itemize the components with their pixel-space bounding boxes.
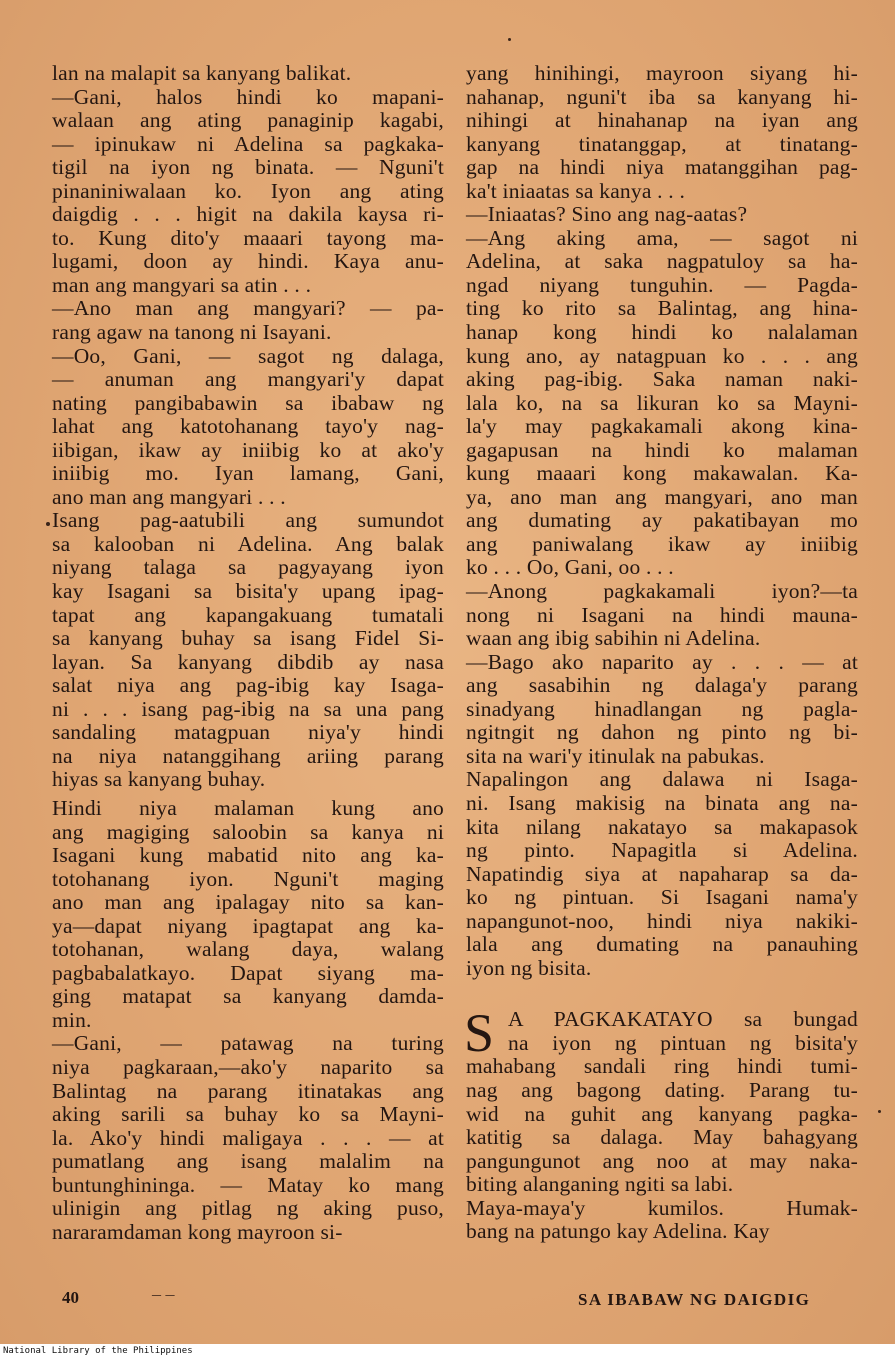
- text-line: ko . . . Oo, Gani, oo . . .: [466, 555, 674, 580]
- text-line: ang magiging saloobin sa kanya ni: [52, 819, 444, 844]
- text-line: ging matapat sa kanyang damda-: [52, 984, 444, 1009]
- left-text-column: [52, 62, 444, 1244]
- text-line: bang na patungo kay Adelina. Kay: [466, 1219, 770, 1244]
- text-line: la'y may pagkakamali akong kina-: [466, 414, 858, 439]
- text-line: ko ng pintuan. Si Isagani nama'y: [466, 885, 858, 910]
- text-line: nating pangibabawin sa ibabaw ng: [52, 390, 444, 415]
- text-line: hanap kong hindi ko nalalaman: [466, 320, 858, 345]
- text-line: —Ano man ang mangyari? — pa-: [52, 296, 444, 321]
- text-line: sinadyang hinadlangan ng pagla-: [466, 696, 858, 721]
- text-line: iniibig mo. Iyan lamang, Gani,: [52, 461, 444, 486]
- text-line: pumatlang ang isang malalim na: [52, 1149, 444, 1174]
- footer-dash: – ‒: [152, 1284, 175, 1304]
- text-line: ang paniwalang ikaw ay iniibig: [466, 531, 858, 556]
- text-line: napangunot-noo, hindi niya nakiki-: [466, 908, 858, 933]
- text-line: totohanang iyon. Nguni't maging: [52, 866, 444, 891]
- text-line: ngad niyang tunguhin. — Pagda-: [466, 272, 858, 297]
- text-line: sa kanyang buhay sa isang Fidel Si-: [52, 626, 444, 651]
- text-line: yang hinihingi, mayroon siyang hi-: [466, 61, 858, 85]
- text-line: daigdig . . . higit na dakila kaysa ri-: [52, 202, 444, 227]
- text-line: pangungunot ang noo at may naka-: [466, 1148, 858, 1173]
- drop-cap-letter: S: [464, 1003, 495, 1064]
- text-line: ni . . . isang pag-ibig na sa una pang: [52, 696, 444, 721]
- text-line: na niya natanggihang ariing parang: [52, 743, 444, 768]
- right-text-column: [466, 62, 858, 1244]
- text-line: gagapusan na hindi ko malaman: [466, 437, 858, 462]
- text-line: kung ano, ay natagpuan ko . . . ang: [466, 343, 858, 368]
- text-line: biting alanganing ngiti sa labi.: [466, 1172, 734, 1197]
- text-line: Napatindig siya at napaharap sa da-: [466, 861, 858, 886]
- text-line: nahanap, nguni't iba sa kanyang hi-: [466, 84, 858, 109]
- right-column-body: [466, 62, 858, 980]
- text-line: —Bago ako naparito ay . . . — at: [466, 649, 858, 674]
- section-opening: [464, 1003, 858, 1064]
- text-line: buntunghininga. — Matay ko mang: [52, 1172, 444, 1197]
- text-line: la. Ako'y hindi maligaya . . . — at: [52, 1125, 444, 1150]
- running-head: SA IBABAW NG DAIGDIG: [578, 1290, 811, 1309]
- page-number: 40: [62, 1288, 79, 1307]
- text-line: —Anong pagkakamali iyon?—ta: [466, 579, 858, 604]
- text-line: nihingi at hinahanap na iyan ang: [466, 108, 858, 133]
- text-line: walaan ang ating panaginip kagabi,: [52, 108, 444, 133]
- text-line: Balintag na parang itinatakas ang: [52, 1078, 444, 1103]
- text-line: gap na hindi niya matanggihan pag-: [466, 155, 858, 180]
- text-line: niya pagkaraan,—ako'y naparito sa: [52, 1054, 444, 1079]
- section-body: [466, 1055, 858, 1243]
- text-line: ni. Isang makisig na binata ang na-: [466, 790, 858, 815]
- text-line: ya, ano man ang mangyari, ano man: [466, 484, 858, 509]
- text-line: Adelina, at saka nagpatuloy sa ha-: [466, 249, 858, 274]
- text-line: nag ang bagong dating. Parang tu-: [466, 1077, 858, 1102]
- text-line: to. Kung dito'y maaari tayong ma-: [52, 225, 444, 250]
- text-line: sita na wari'y itinulak na pabukas.: [466, 743, 765, 768]
- text-line: layan. Sa kanyang dibdib ay nasa: [52, 649, 444, 674]
- text-line: kung maaari kong makawalan. Ka-: [466, 461, 858, 486]
- text-line: mahabang sandali ring hindi tumi-: [466, 1054, 858, 1079]
- text-line: Hindi niya malaman kung ano: [52, 795, 444, 820]
- text-line: totohanan, walang daya, walang: [52, 937, 444, 962]
- text-line: ang dumating ay pakatibayan mo: [466, 508, 858, 533]
- library-credit: National Library of the Philippines: [3, 1346, 193, 1356]
- text-line: lala ang dumating na panauhing: [466, 932, 858, 957]
- text-line: iibigan, ikaw ay iniibig ko at ako'y: [52, 437, 444, 462]
- text-line: aking sarili sa buhay ko sa Mayni-: [52, 1102, 444, 1127]
- text-line: kanyang tinatanggap, at tinatang-: [466, 131, 858, 156]
- text-line: ya—dapat niyang ipagtapat ang ka-: [52, 913, 444, 938]
- text-line: ka't iniaatas sa kanya . . .: [466, 178, 686, 203]
- paper-speck: [46, 522, 50, 526]
- text-line: —Gani, — patawag na turing: [52, 1031, 444, 1056]
- text-line: hiyas sa kanyang buhay.: [52, 767, 266, 792]
- text-line: Isagani kung mabatid nito ang ka-: [52, 843, 444, 868]
- text-line: lan na malapit sa kanyang balikat.: [52, 61, 352, 85]
- paper-speck: [508, 38, 511, 41]
- text-line: Isang pag-aatubili ang sumundot: [52, 508, 444, 533]
- text-line: rang agaw na tanong ni Isayani.: [52, 320, 332, 345]
- text-line: sa kalooban ni Adelina. Ang balak: [52, 531, 444, 556]
- text-line: ngitngit ng dahon ng pinto ng bi-: [466, 720, 858, 745]
- text-line: Napalingon ang dalawa ni Isaga-: [466, 767, 858, 792]
- text-line: lahat ang katotohanang tayo'y nag-: [52, 414, 444, 439]
- text-line: —Iniaatas? Sino ang nag-aatas?: [466, 202, 748, 227]
- text-line: ulinigin ang pitlag ng aking puso,: [52, 1196, 444, 1221]
- text-line: lugami, doon ay hindi. Kaya anu-: [52, 249, 444, 274]
- text-line: pagbabalatkayo. Dapat siyang ma-: [52, 960, 444, 985]
- section-first-line: A PAGKAKATAYO sa bungad: [508, 1007, 858, 1032]
- section-second-line: na iyon ng pintuan ng bisita'y: [508, 1030, 858, 1055]
- text-line: kita nilang nakatayo sa makapasok: [466, 814, 858, 839]
- text-line: aking pag-ibig. Saka naman naki-: [466, 367, 858, 392]
- text-line: — ipinukaw ni Adelina sa pagkaka-: [52, 131, 444, 156]
- text-line: min.: [52, 1007, 92, 1032]
- text-line: iyon ng bisita.: [466, 955, 592, 980]
- text-line: sandaling matagpuan niya'y hindi: [52, 720, 444, 745]
- text-line: kay Isagani sa bisita'y upang ipag-: [52, 579, 444, 604]
- text-line: —Gani, halos hindi ko mapani-: [52, 84, 444, 109]
- text-line: ting ko rito sa Balintag, ang hina-: [466, 296, 858, 321]
- text-line: niyang talaga sa pagyayang iyon: [52, 555, 444, 580]
- text-line: man ang mangyari sa atin . . .: [52, 272, 312, 297]
- text-line: pinaniniwalaan ko. Iyon ang ating: [52, 178, 444, 203]
- text-line: nong ni Isagani na hindi mauna-: [466, 602, 858, 627]
- text-line: wid na guhit ang kanyang pagka-: [466, 1101, 858, 1126]
- text-line: katitig sa dalaga. May bahagyang: [466, 1125, 858, 1150]
- text-line: —Ang aking ama, — sagot ni: [466, 225, 858, 250]
- paper-speck: [878, 1110, 881, 1113]
- text-line: Maya-maya'y kumilos. Humak-: [466, 1195, 858, 1220]
- text-line: waan ang ibig sabihin ni Adelina.: [466, 626, 761, 651]
- text-line: —Oo, Gani, — sagot ng dalaga,: [52, 343, 444, 368]
- text-line: ng pinto. Napagitla si Adelina.: [466, 838, 858, 863]
- text-line: — anuman ang mangyari'y dapat: [52, 367, 444, 392]
- text-line: tigil na iyon ng binata. — Nguni't: [52, 155, 444, 180]
- text-line: lala ko, na sa likuran ko sa Mayni-: [466, 390, 858, 415]
- text-line: ano man ang ipalagay nito sa kan-: [52, 890, 444, 915]
- text-line: ang sasabihin ng dalaga'y parang: [466, 673, 858, 698]
- text-line: salat niya ang pag-ibig kay Isaga-: [52, 673, 444, 698]
- text-line: tapat ang kapangakuang tumatali: [52, 602, 444, 627]
- text-line: nararamdaman kong mayroon si-: [52, 1219, 343, 1244]
- text-line: ano man ang mangyari . . .: [52, 484, 286, 509]
